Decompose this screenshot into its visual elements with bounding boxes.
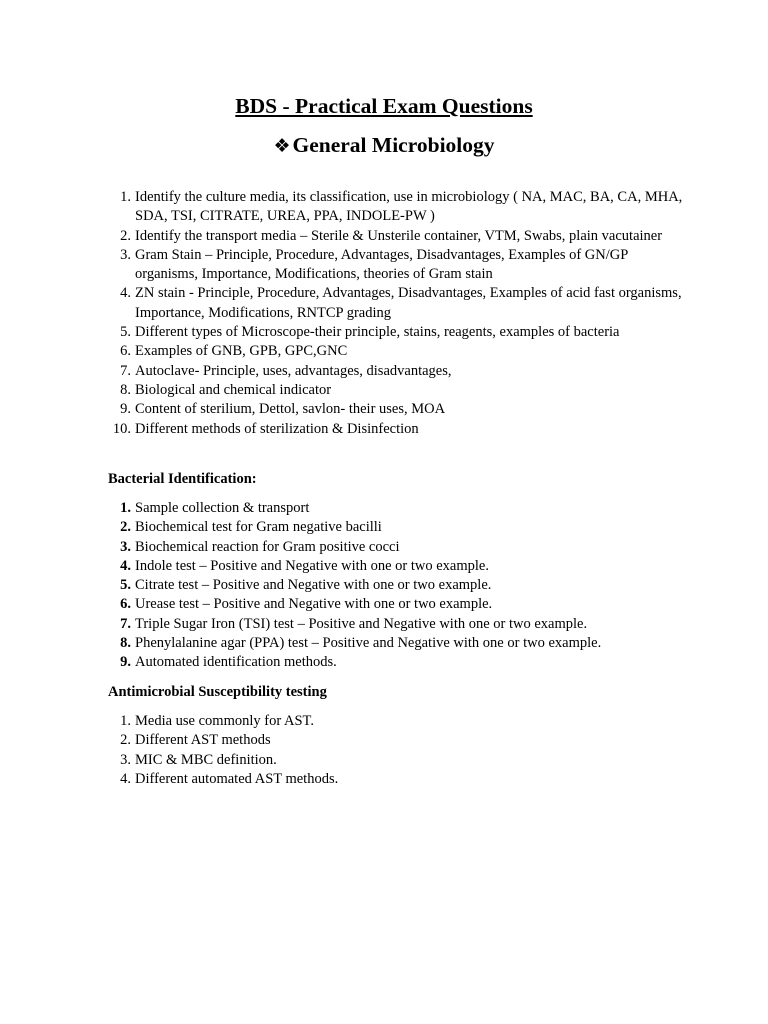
item-text: Urease test – Positive and Negative with one or two example. bbox=[135, 596, 493, 613]
item-number: 4. bbox=[120, 285, 131, 302]
page-title: BDS - Practical Exam Questions bbox=[235, 94, 533, 118]
list-item bbox=[108, 400, 688, 419]
item-number: 5. bbox=[120, 324, 131, 341]
item-number: 1. bbox=[120, 713, 131, 729]
list-item bbox=[108, 284, 688, 323]
item-number: 10. bbox=[112, 420, 131, 437]
item-number: 7. bbox=[120, 615, 131, 632]
list-item bbox=[108, 323, 688, 342]
ast-heading: Antimicrobial Susceptibility testing bbox=[108, 684, 327, 700]
item-number: 3. bbox=[120, 538, 131, 555]
list-item bbox=[108, 557, 688, 576]
general-microbiology-section bbox=[108, 188, 688, 439]
item-text: Biochemical test for Gram negative bacilli bbox=[135, 519, 382, 536]
bacterial-identification-section bbox=[108, 499, 688, 673]
item-text: Automated identification methods. bbox=[135, 654, 337, 671]
list-item bbox=[108, 362, 688, 381]
ast-question-list bbox=[108, 712, 688, 789]
general-question-list bbox=[108, 188, 688, 439]
item-number: 9. bbox=[120, 654, 131, 671]
item-text: Citrate test – Positive and Negative with one or two example. bbox=[135, 577, 492, 594]
list-item bbox=[108, 499, 688, 518]
list-item bbox=[108, 576, 688, 595]
list-item bbox=[108, 751, 688, 770]
item-number: 8. bbox=[120, 635, 131, 652]
list-item bbox=[108, 381, 688, 400]
item-number: 9. bbox=[120, 401, 131, 418]
item-text: Different automated AST methods. bbox=[135, 770, 339, 787]
item-text: ZN stain - Principle, Procedure, Advantages, Disadvantages, Examples of acid fast organisms, Importance, Modifications, RNTCP grading bbox=[135, 285, 682, 321]
list-item bbox=[108, 712, 688, 731]
item-text: Indole test – Positive and Negative with one or two example. bbox=[135, 557, 489, 574]
list-item bbox=[108, 227, 688, 246]
item-number: 2. bbox=[120, 227, 131, 244]
list-item bbox=[108, 420, 688, 439]
item-text: Identify the culture media, its classification, use in microbiology ( NA, MAC, BA, CA, MHA, SDA, TSI, CITRATE, UREA, PPA, INDOLE-PW ) bbox=[135, 189, 683, 225]
item-text: Phenylalanine agar (PPA) test – Positive and Negative with one or two example. bbox=[135, 635, 602, 652]
item-number: 4. bbox=[120, 557, 131, 574]
item-text: Biological and chemical indicator bbox=[135, 381, 332, 398]
list-item bbox=[108, 342, 688, 361]
item-text: Different types of Microscope-their principle, stains, reagents, examples of bacteria bbox=[135, 324, 620, 341]
item-number: 7. bbox=[120, 362, 131, 379]
list-item bbox=[108, 246, 688, 285]
list-item bbox=[108, 615, 688, 634]
list-item bbox=[108, 634, 688, 653]
item-number: 4. bbox=[120, 770, 131, 787]
item-text: Media use commonly for AST. bbox=[135, 713, 314, 729]
item-number: 1. bbox=[120, 500, 131, 516]
list-item bbox=[108, 653, 688, 672]
item-number: 6. bbox=[120, 596, 131, 613]
list-item bbox=[108, 731, 688, 750]
item-text: Different AST methods bbox=[135, 732, 271, 749]
list-item bbox=[108, 188, 688, 227]
item-number: 1. bbox=[120, 189, 131, 205]
item-number: 8. bbox=[120, 381, 131, 398]
ast-section bbox=[108, 712, 688, 789]
list-item bbox=[108, 538, 688, 557]
list-item bbox=[108, 518, 688, 537]
list-item bbox=[108, 770, 688, 789]
item-text: Different methods of sterilization & Disinfection bbox=[135, 420, 419, 437]
item-number: 2. bbox=[120, 519, 131, 536]
item-number: 3. bbox=[120, 751, 131, 768]
item-text: MIC & MBC definition. bbox=[135, 751, 277, 768]
item-text: Content of sterilium, Dettol, savlon- their uses, MOA bbox=[135, 401, 446, 418]
item-text: Autoclave- Principle, uses, advantages, disadvantages, bbox=[135, 362, 452, 379]
section-title-text: General Microbiology bbox=[292, 133, 495, 157]
item-text: Biochemical reaction for Gram positive cocci bbox=[135, 538, 400, 555]
bacterial-question-list bbox=[108, 499, 688, 673]
section-title-general-microbiology bbox=[0, 131, 768, 160]
diamond-bullet-icon: ❖ bbox=[273, 135, 291, 157]
bacterial-identification-heading: Bacterial Identification: bbox=[108, 471, 257, 487]
item-number: 5. bbox=[120, 577, 131, 594]
item-text: Sample collection & transport bbox=[135, 500, 310, 516]
item-number: 6. bbox=[120, 343, 131, 360]
item-text: Identify the transport media – Sterile & Unsterile container, VTM, Swabs, plain vacutainer bbox=[135, 227, 663, 244]
item-text: Triple Sugar Iron (TSI) test – Positive and Negative with one or two example. bbox=[135, 615, 588, 632]
item-text: Gram Stain – Principle, Procedure, Advantages, Disadvantages, Examples of GN/GP organisms, Importance, Modifications, theories of Gram stain bbox=[135, 246, 628, 283]
item-text: Examples of GNB, GPB, GPC,GNC bbox=[135, 343, 348, 360]
list-item bbox=[108, 595, 688, 614]
item-number: 2. bbox=[120, 732, 131, 749]
item-number: 3. bbox=[120, 246, 131, 263]
